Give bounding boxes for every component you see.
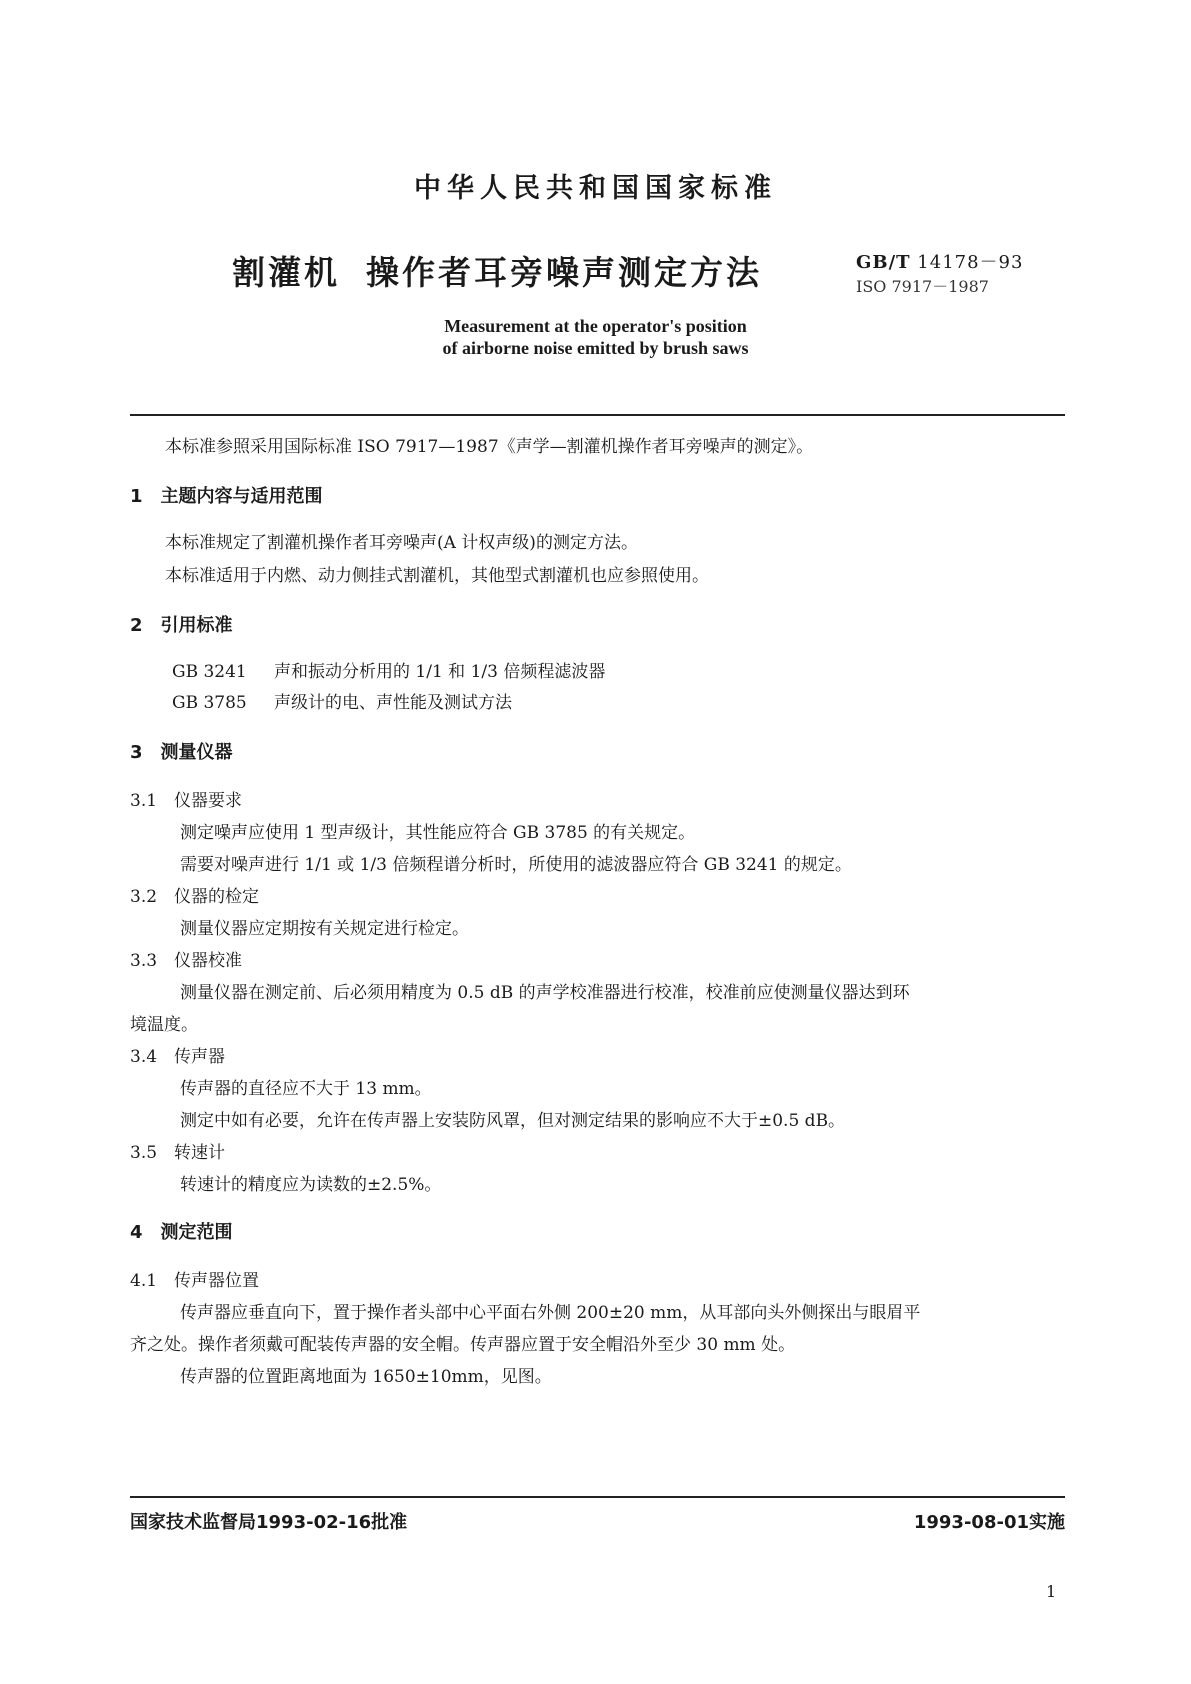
title-part-2: 操作者耳旁噪声测定方法	[366, 253, 762, 292]
english-title-line-2: of airborne noise emitted by brush saws	[442, 338, 749, 358]
intro-paragraph: 本标准参照采用国际标准 ISO 7917—1987《声学—割灌机操作者耳旁噪声的测定》。	[165, 437, 814, 457]
standard-prefix: GB/T	[856, 252, 911, 273]
bottom-divider	[130, 1496, 1065, 1498]
section-3-3-paragraph-line-1: 测量仪器在测定前、后必须用精度为 0.5 dB 的声学校准器进行校准，校准前应使测量仪器达到环	[180, 983, 910, 1003]
section-3-2-heading: 3.2 仪器的检定	[130, 887, 260, 907]
section-1-paragraph-1: 本标准规定了割灌机操作者耳旁噪声(A 计权声级)的测定方法。	[165, 533, 638, 553]
section-3-1-paragraph-2: 需要对噪声进行 1/1 或 1/3 倍频程谱分析时，所使用的滤波器应符合 GB 3241 的规定。	[180, 855, 852, 875]
section-3-5-paragraph: 转速计的精度应为读数的±2.5%。	[180, 1175, 442, 1195]
section-3-3-paragraph-line-2: 境温度。	[130, 1015, 198, 1035]
implementation-date: 1993-08-01实施	[913, 1512, 1065, 1533]
reference-code: GB 3785	[172, 693, 247, 713]
title-part-1: 割灌机	[232, 253, 340, 292]
section-4-1-heading: 4.1 传声器位置	[130, 1271, 260, 1291]
section-4-1-paragraph-2: 传声器的位置距离地面为 1650±10mm，见图。	[180, 1367, 552, 1387]
section-4-1-paragraph-line-1: 传声器应垂直向下，置于操作者头部中心平面右外侧 200±20 mm，从耳部向头外侧探出与眼眉平	[180, 1303, 921, 1323]
section-3-heading: 3 测量仪器	[130, 742, 233, 763]
section-3-2-paragraph: 测量仪器应定期按有关规定进行检定。	[180, 919, 469, 939]
section-3-1-paragraph-1: 测定噪声应使用 1 型声级计，其性能应符合 GB 3785 的有关规定。	[180, 823, 696, 843]
iso-reference: ISO 7917－1987	[856, 277, 989, 296]
section-1-paragraph-2: 本标准适用于内燃、动力侧挂式割灌机，其他型式割灌机也应参照使用。	[165, 566, 709, 586]
section-2-heading: 2 引用标准	[130, 615, 233, 636]
section-1-heading: 1 主题内容与适用范围	[130, 486, 323, 507]
top-divider	[130, 414, 1065, 416]
national-standard-heading: 中华人民共和国国家标准	[414, 173, 777, 204]
reference-code: GB 3241	[172, 662, 247, 682]
section-3-3-heading: 3.3 仪器校准	[130, 951, 243, 971]
reference-item	[172, 688, 512, 713]
section-4-1-paragraph-line-2: 齐之处。操作者须戴可配装传声器的安全帽。传声器应置于安全帽沿外至少 30 mm 处。	[130, 1335, 796, 1355]
reference-title: 声级计的电、声性能及测试方法	[274, 693, 512, 713]
standard-number	[856, 248, 1023, 274]
reference-title: 声和振动分析用的 1/1 和 1/3 倍频程滤波器	[274, 662, 606, 682]
page-number: 1	[1046, 1582, 1057, 1601]
section-3-1-heading: 3.1 仪器要求	[130, 791, 243, 811]
section-3-4-paragraph-2: 测定中如有必要，允许在传声器上安装防风罩，但对测定结果的影响应不大于±0.5 dB。	[180, 1111, 846, 1131]
reference-item	[172, 657, 605, 682]
section-3-4-heading: 3.4 传声器	[130, 1047, 226, 1067]
english-title-line-1: Measurement at the operator's position	[444, 316, 747, 336]
approval-date: 国家技术监督局1993-02-16批准	[130, 1512, 408, 1533]
standard-code: 14178－93	[917, 252, 1024, 273]
document-title	[232, 247, 762, 294]
section-3-4-paragraph-1: 传声器的直径应不大于 13 mm。	[180, 1079, 432, 1099]
section-3-5-heading: 3.5 转速计	[130, 1143, 226, 1163]
section-4-heading: 4 测定范围	[130, 1222, 233, 1243]
